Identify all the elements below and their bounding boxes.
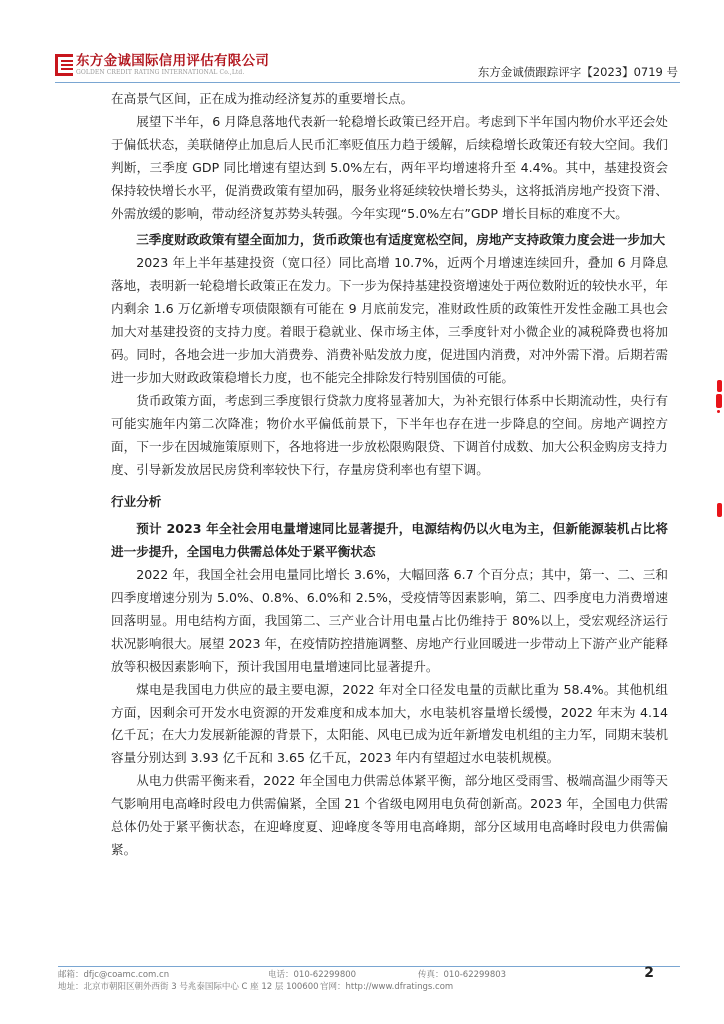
paragraph: 从电力供需平衡来看，2022 年全国电力供需总体紧平衡，部分地区受雨雪、极端高温少雨等天气影响用电高峰时段电力供需偏紧，全国 21 个省级电网用电负荷创新高。2023 年，全国电力供需总体仍处于紧平衡状态，在迎峰度夏、迎峰度冬等用电高峰期，部分区域用电高峰时段电力供需偏紧。 xyxy=(111,773,668,857)
page-header xyxy=(55,52,680,83)
page-footer xyxy=(58,966,680,991)
footer-email: 邮箱：dfjc@coamc.com.cn xyxy=(58,970,170,980)
paragraph: 2022 年，我国全社会用电量同比增长 3.6%，大幅回落 6.7 个百分点；其中，第一、二、三和四季度增速分别为 5.0%、0.8%、6.0%和 2.5%，受疫情等因素影响，第二、四季度电力消费增速回落明显。用电结构方面，我国第二、三产业合计用电量占比仍维持于 80%以上，受宏观经济运行状况影响很大。展望 2023 年，在疫情防控措施调整、房地产行业回暖进一步带动上下游产业产能释放等积极因素影响下，预计我国用电量增速同比显著提升。 xyxy=(111,567,668,674)
paragraph: 货币政策方面，考虑到三季度银行贷款力度将显著加大，为补充银行体系中长期流动性，央行有可能实施年内第二次降准；物价水平偏低前景下，下半年也存在进一步降息的空间。房地产调控方面，下一步在因城施策原则下，各地将进一步放松限购限贷、下调首付成数、加大公积金购房支持力度、引导新发放居民房贷利率较快下行，存量房贷利率也有望下调。 xyxy=(111,392,668,477)
paragraph: 展望下半年，6 月降息落地代表新一轮稳增长政策已经开启。考虑到下半年国内物价水平还会处于偏低状态，美联储停止加息后人民币汇率贬值压力趋于缓解，后续稳增长政策还有较大空间。我们判断，三季度 GDP 同比增速有望达到 5.0%左右，两年平均增速将升至 4.4%。其中，基建投资会保持较快增长水平，促消费政策有望加码，服务业将延续较快增长势头，这将抵消房地产投资下滑、外需放缓的影响，带动经济复苏势头转强。今年实现“5.0%左右”GDP 增长目标的难度不大。 xyxy=(111,113,668,221)
document-number: 东方金诚债跟踪评字【2023】0719 号 xyxy=(477,65,678,79)
footer-address: 地址：北京市朝阳区朝外西街 3 号兆泰国际中心 C 座 12 层 100600 xyxy=(58,982,319,992)
page-number: 2 xyxy=(644,965,654,981)
subheading: 三季度财政政策有望全面加力，货币政策也有适度宽松空间，房地产支持政策力度会进一步加大 xyxy=(136,232,666,248)
paragraph: 2023 年上半年基建投资（宽口径）同比高增 10.7%，近两个月增速连续回升，叠加 6 月降息落地，表明新一轮稳增长政策正在发力。下一步为保持基建投资增速处于两位数附近的较快水平，年内剩余 1.6 万亿新增专项债限额有可能在 9 月底前发完，准财政性质的政策性开发性金融工具也会加大对基建投资的支持力度。着眼于稳就业、保市场主体，三季度针对小微企业的减税降费也将加码。同时，各地会进一步加大消费券、消费补贴发放力度，促进国内消费，对冲外需下滑。后期若需进一步加大财政政策稳增长力度，也不能完全排除发行特别国债的可能。 xyxy=(111,255,668,385)
report-body xyxy=(111,88,668,862)
footer-phone: 电话：010-62299800 xyxy=(268,970,357,980)
company-logo xyxy=(55,54,269,77)
logo-mark-icon xyxy=(55,54,73,76)
company-name-en: GOLDEN CREDIT RATING INTERNATIONAL Co.,Ltd. xyxy=(76,69,245,76)
paragraph: 在高景气区间，正在成为推动经济复苏的重要增长点。 xyxy=(111,91,414,106)
subheading: 预计 2023 年全社会用电量增速同比显著提升，电源结构仍以火电为主，但新能源装机占比将进一步提升，全国电力供需总体处于紧平衡状态 xyxy=(111,521,668,560)
footer-fax: 传真：010-62299803 xyxy=(418,970,507,980)
footer-website[interactable]: 官网：http://www.dfratings.com xyxy=(320,982,454,992)
seal-stamp-fragment xyxy=(714,380,724,520)
company-name-cn: 东方金诚国际信用评估有限公司 xyxy=(76,53,270,69)
paragraph: 煤电是我国电力供应的最主要电源，2022 年对全口径发电量的贡献比重为 58.4%。其他机组方面，因剩余可开发水电资源的开发难度和成本加大，水电装机容量增长缓慢，2022 年末为 4.14 亿千瓦；在大力发展新能源的背景下，太阳能、风电已成为近年新增发电机组的主力军，同期末装机容量分别达到 3.93 亿千瓦和 3.65 亿千瓦，2023 年内有望超过水电装机规模。 xyxy=(111,681,668,766)
section-heading: 行业分析 xyxy=(111,494,162,510)
